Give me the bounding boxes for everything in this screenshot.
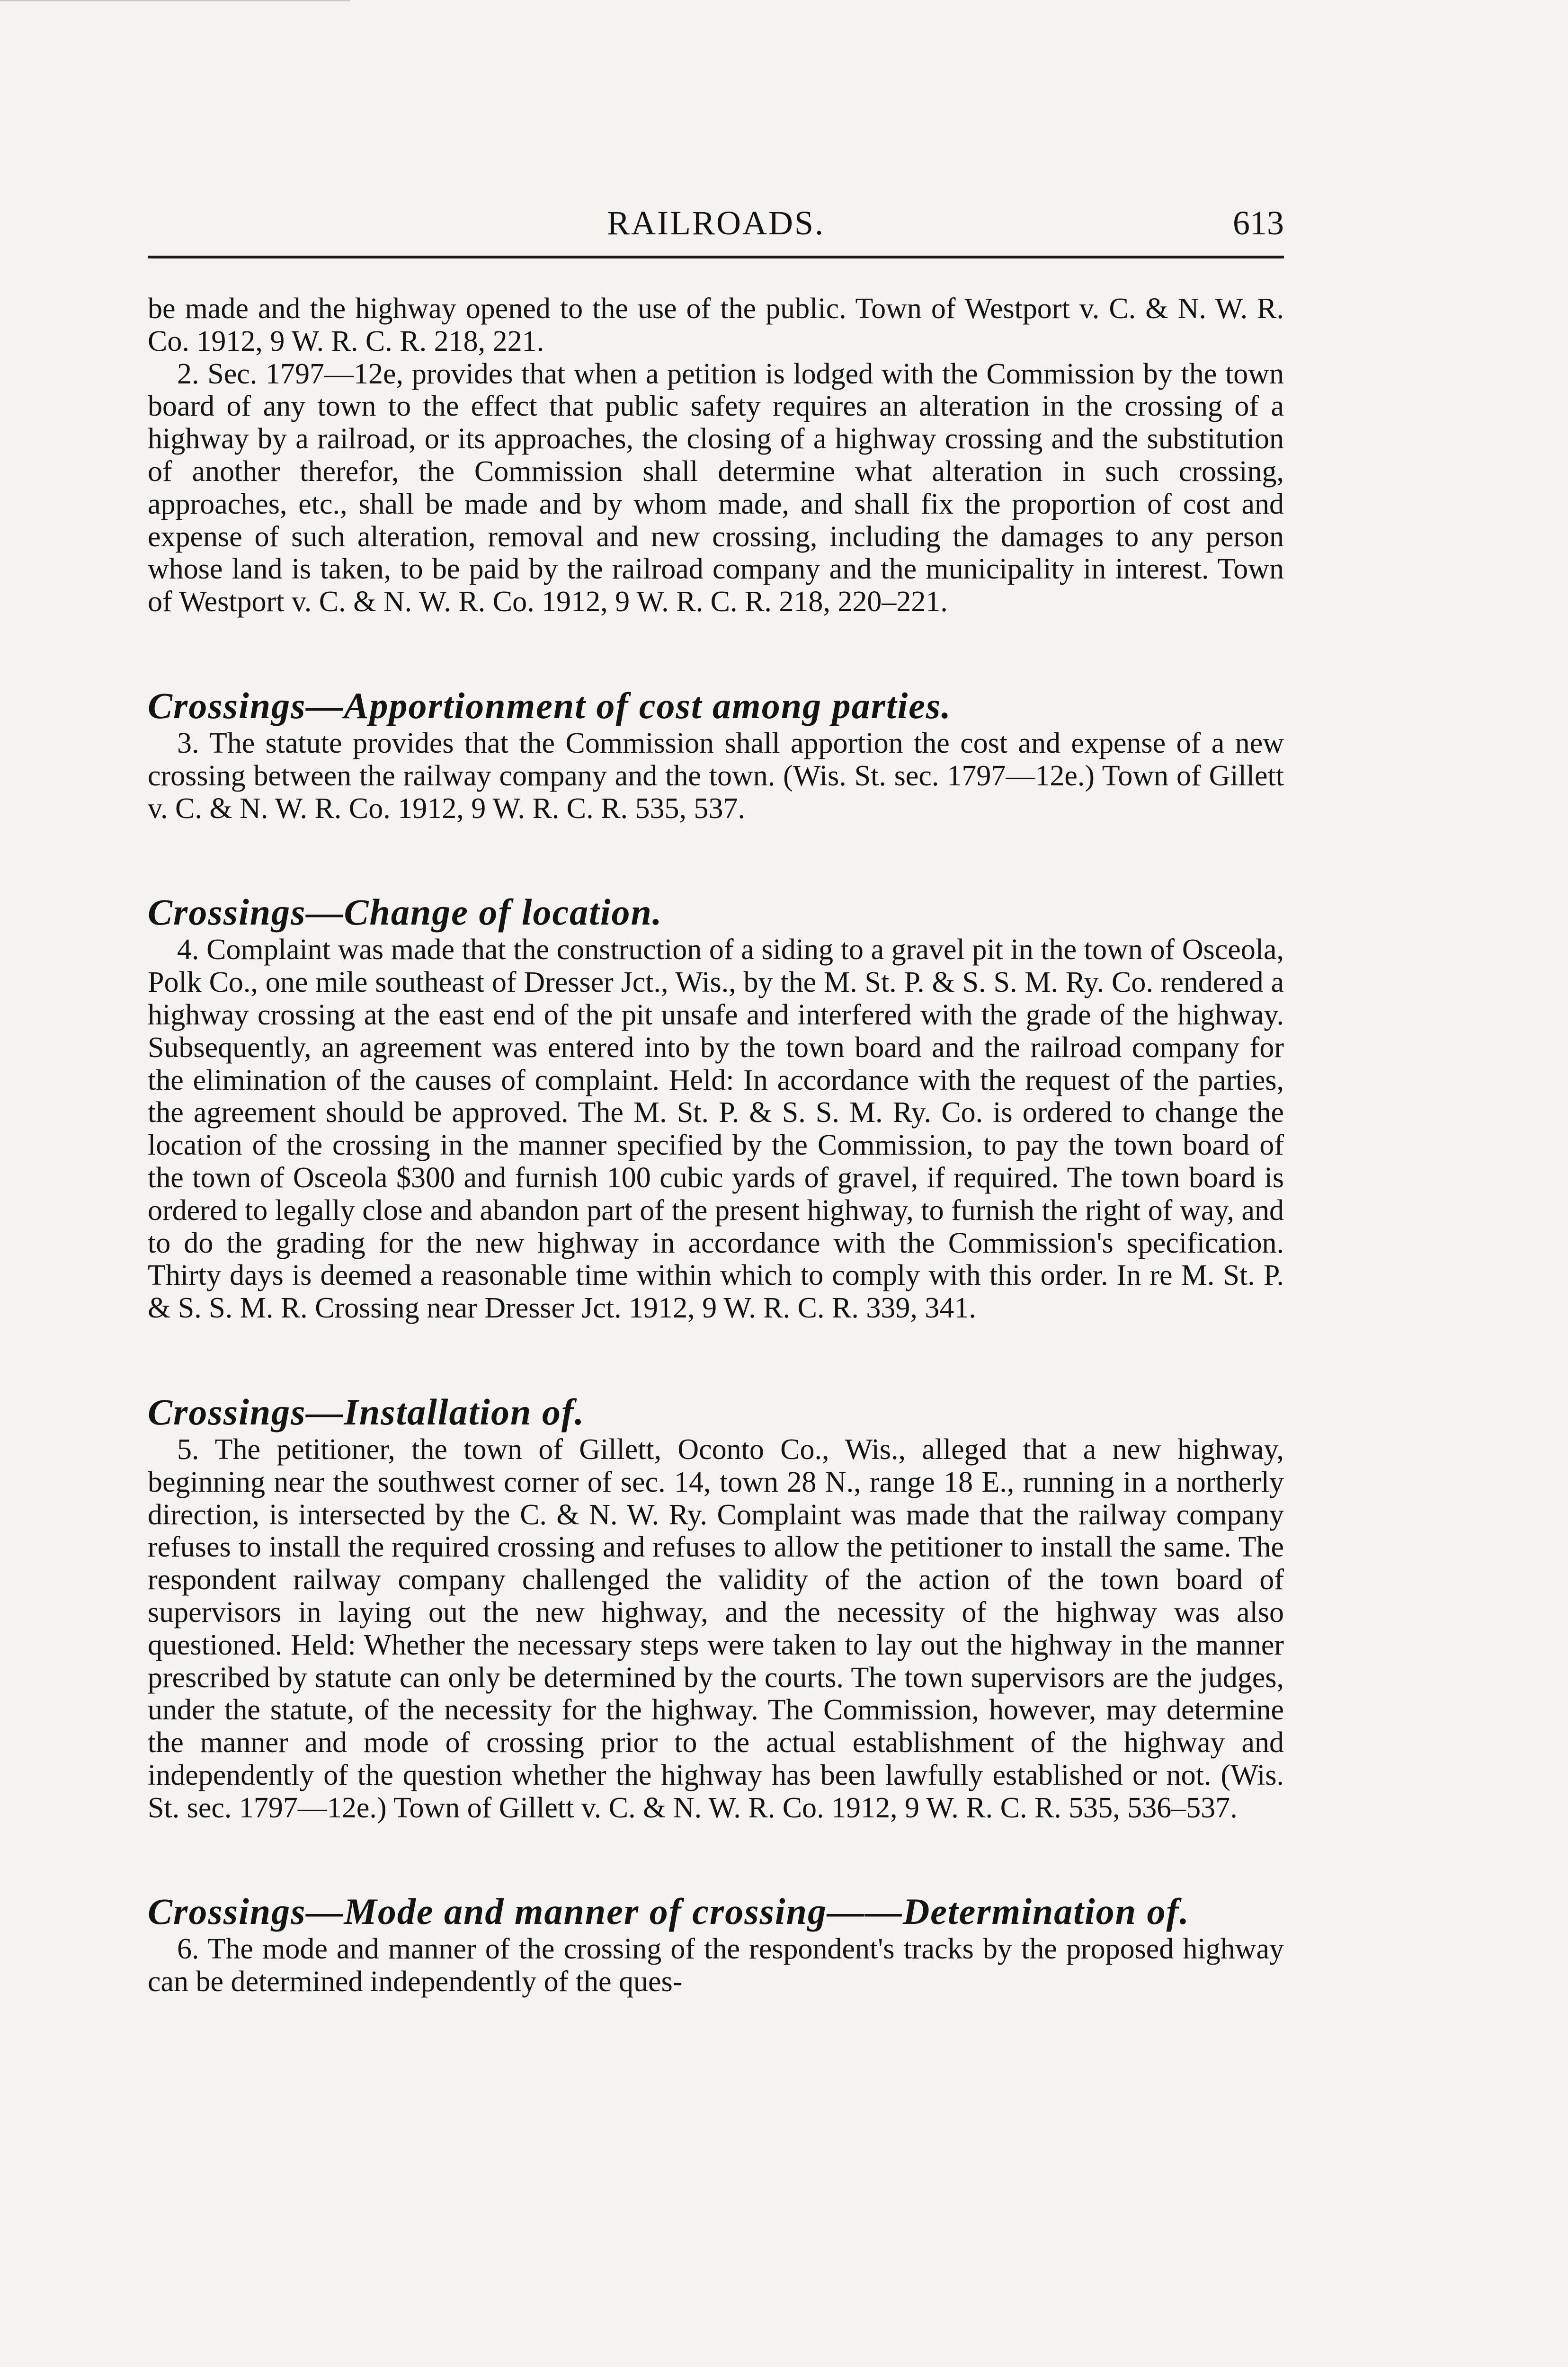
book-page	[148, 199, 1284, 1998]
paragraph-4: 4. Complaint was made that the construction of a siding to a gravel pit in the town of Osceola, Polk Co., one mile southeast of Dresser Jct., Wis., by the M. St. P. & S. S. M. Ry. Co. rendered a highway crossing at the east end of the pit unsafe and interfered with the grade of the highway. Subsequently, an agreement was entered into by the town board and the railroad company for the elimination of the causes of complaint. Held: In accordance with the request of the parties, the agreement should be approved. The M. St. P. & S. S. M. Ry. Co. is ordered to change the location of the crossing in the manner specified by the Commission, to pay the town board of the town of Osceola $300 and furnish 100 cubic yards of gravel, if required. The town board is ordered to legally close and abandon part of the present highway, to furnish the right of way, and to do the grading for the new highway in accordance with the Commission's specification. Thirty days is deemed a reasonable time within which to comply with this order. In re M. St. P. & S. S. M. R. Crossing near Dresser Jct. 1912, 9 W. R. C. R. 339, 341.	[148, 934, 1284, 1325]
page-number: 613	[1233, 204, 1284, 242]
paragraph-continuation: be made and the highway opened to the use of the public. Town of Westport v. C. & N. W. R. Co. 1912, 9 W. R. C. R. 218, 221.	[148, 293, 1284, 357]
section-heading-mode-and-manner: Crossings—Mode and manner of crossing——Determination of.	[148, 1891, 1190, 1932]
section-heading-apportionment: Crossings—Apportionment of cost among parties.	[148, 685, 952, 726]
paragraph-5: 5. The petitioner, the town of Gillett, Oconto Co., Wis., alleged that a new highway, beginning near the southwest corner of sec. 14, town 28 N., range 18 E., running in a northerly direction, is intersected by the C. & N. W. Ry. Complaint was made that the railway company refuses to install the required crossing and refuses to allow the petitioner to install the same. The respondent railway company challenged the validity of the action of the town board of supervisors in laying out the new highway, and the necessity of the highway was also questioned. Held: Whether the necessary steps were taken to lay out the highway in the manner prescribed by statute can only be determined by the courts. The town supervisors are the judges, under the statute, of the necessity for the highway. The Commission, however, may determine the manner and mode of crossing prior to the actual establishment of the highway and independently of the question whether the highway has been lawfully established or not. (Wis. St. sec. 1797—12e.) Town of Gillett v. C. & N. W. R. Co. 1912, 9 W. R. C. R. 535, 536–537.	[148, 1433, 1284, 1824]
section-heading-installation: Crossings—Installation of.	[148, 1391, 585, 1433]
section-heading-change-of-location: Crossings—Change of location.	[148, 891, 663, 933]
running-head: RAILROADS.	[606, 204, 825, 242]
page-edge-mark	[0, 0, 350, 1]
header-rule	[148, 256, 1284, 258]
paragraph-2: 2. Sec. 1797—12e, provides that when a petition is lodged with the Commission by the town board of any town to the effect that public safety requires an alteration in the crossing of a highway by a railroad, or its approaches, the closing of a highway crossing and the substitution of another therefor, the Commission shall determine what alteration in such crossing, approaches, etc., shall be made and by whom made, and shall fix the proportion of cost and expense of such alteration, removal and new crossing, including the damages to any person whose land is taken, to be paid by the railroad company and the municipality in interest. Town of Westport v. C. & N. W. R. Co. 1912, 9 W. R. C. R. 218, 220–221.	[148, 357, 1284, 618]
paragraph-3: 3. The statute provides that the Commission shall apportion the cost and expense of a new crossing between the railway company and the town. (Wis. St. sec. 1797—12e.) Town of Gillett v. C. & N. W. R. Co. 1912, 9 W. R. C. R. 535, 537.	[148, 727, 1284, 825]
paragraph-6: 6. The mode and manner of the crossing of the respondent's tracks by the proposed highway can be determined independently of the ques-	[148, 1933, 1284, 1998]
page-header	[148, 199, 1284, 256]
